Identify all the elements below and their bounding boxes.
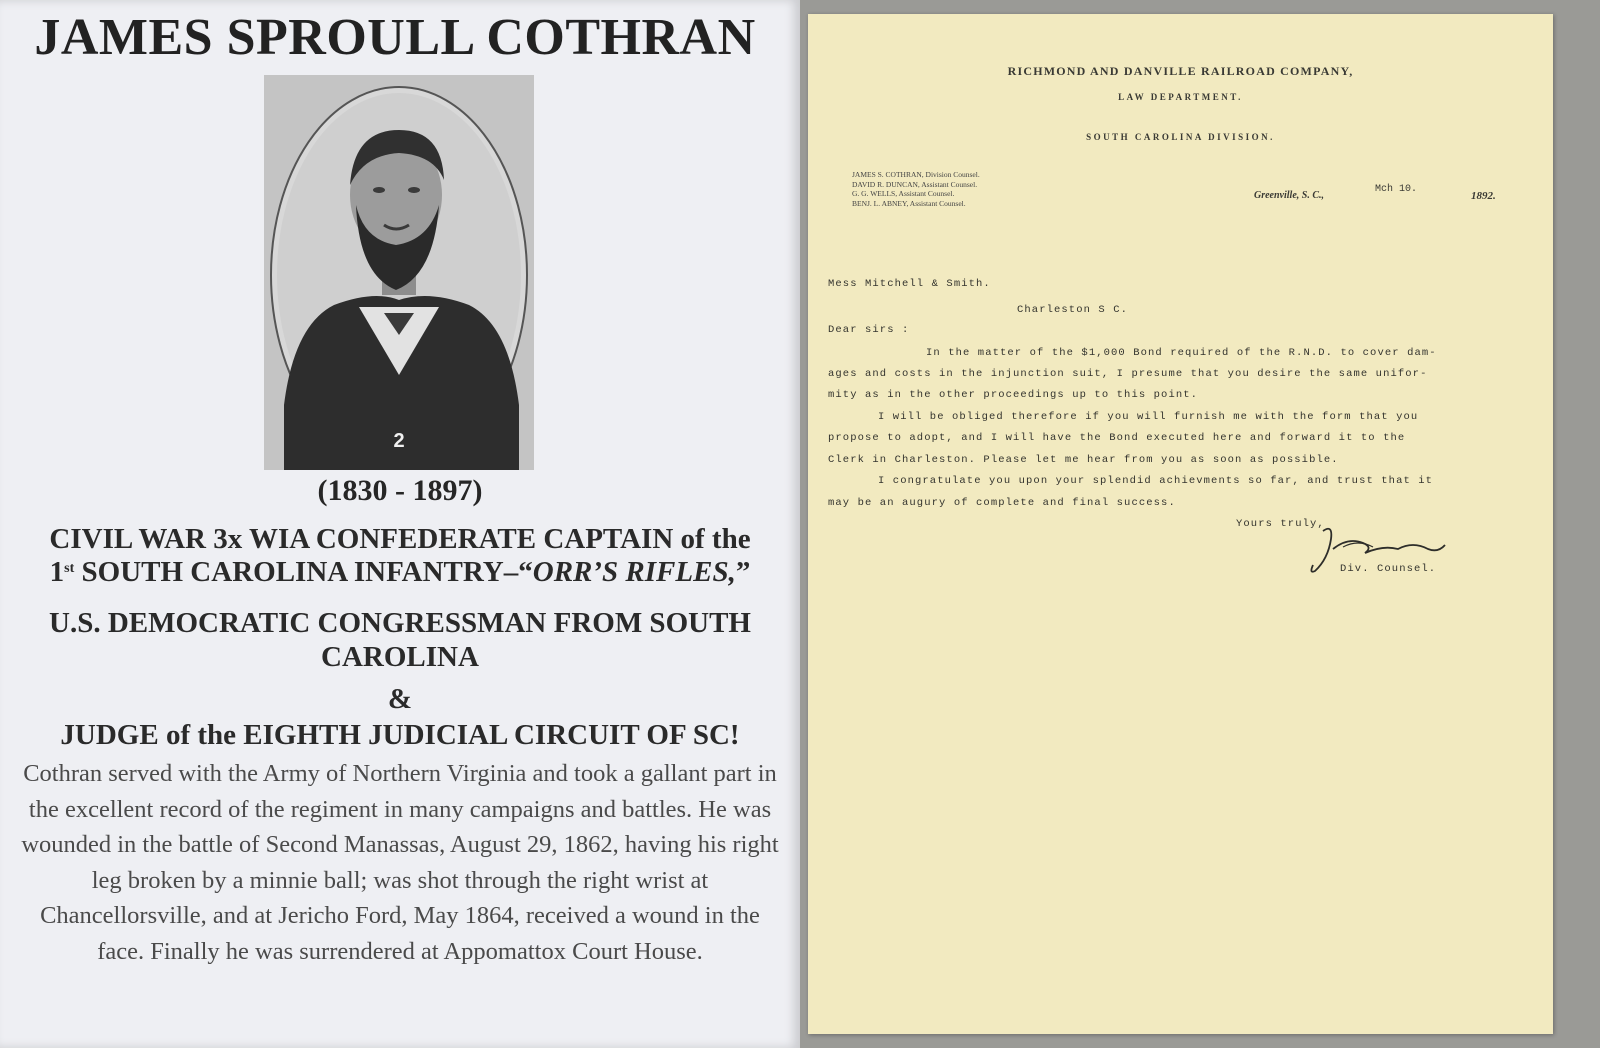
portrait-image [264, 75, 534, 470]
rank-ordinal: 1 [49, 556, 65, 588]
rank-ordinal-suffix: st [64, 561, 75, 576]
staff-entry: BENJ. L. ABNEY, Assistant Counsel. [852, 198, 966, 208]
rank-quote-end: ” [735, 556, 751, 588]
congress-heading: U.S. DEMOCRATIC CONGRESSMAN FROM SOUTH CAROLINA [49, 607, 751, 673]
letter-line: propose to adopt, and I will have the Bond executed here and forward it to the [828, 432, 1406, 444]
letter-line: In the matter of the $1,000 Bond required of the R.N.D. to cover dam- [926, 347, 1437, 359]
letterhead-staff-list [852, 170, 980, 208]
staff-entry: JAMES S. COTHRAN, Division Counsel. [852, 170, 980, 179]
letter-line: may be an augury of complete and final success. [828, 497, 1176, 509]
letter-line: Clerk in Charleston. Please let me hear from you as soon as possible. [828, 454, 1339, 466]
letter-line: I will be obliged therefore if you will furnish me with the form that you [878, 411, 1419, 423]
letter-salutation: Dear sirs : [828, 324, 910, 336]
rank-line-2 [0, 555, 800, 589]
letter-line: mity as in the other proceedings up to this point. [828, 389, 1199, 401]
life-years: (1830 - 1897) [317, 474, 483, 507]
letter-city: Charleston S C. [1017, 304, 1129, 316]
letter-line: ages and costs in the injunction suit, I presume that you desire the same unifor- [828, 368, 1428, 380]
page-title: JAMES SPROULL COTHRAN [34, 9, 756, 66]
rank-line-1: CIVIL WAR 3x WIA CONFEDERATE CAPTAIN of the [49, 523, 751, 555]
biography-text: Cothran served with the Army of Northern Virginia and took a gallant part in the excellent record of the regiment in many campaigns and battles. He was wounded in the battle of Second Manassas, August 29, 1862, having his right leg broken by a minnie ball; was shot through the right wrist at Chancellorsville, and at Jericho Ford, May 1864, received a wound in the face. Finally he was surrendered at Appomattox Court House. [21, 760, 779, 965]
staff-entry: DAVID R. DUNCAN, Assistant Counsel. [852, 179, 978, 189]
letter-addressee: Mess Mitchell & Smith. [828, 278, 991, 290]
letter-place: Greenville, S. C., [1254, 190, 1324, 201]
letter-document [808, 14, 1553, 1034]
portrait-number: 2 [393, 430, 405, 452]
staff-entry: G. G. WELLS, Assistant Counsel. [852, 189, 955, 198]
letterhead-company: RICHMOND AND DANVILLE RAILROAD COMPANY, [1007, 64, 1354, 78]
letter-date: Mch 10. [1375, 184, 1418, 195]
ampersand: & [387, 683, 413, 715]
letter-line: I congratulate you upon your splendid achievments so far, and trust that it [878, 475, 1434, 487]
letterhead-department: LAW DEPARTMENT. [1118, 92, 1243, 102]
judge-heading: JUDGE of the EIGHTH JUDICIAL CIRCUIT OF SC! [60, 719, 740, 751]
letter-year: 1892. [1471, 190, 1496, 202]
letter-closing: Yours truly, [1236, 518, 1325, 530]
rank-nickname: ORR’S RIFLES, [532, 556, 736, 588]
rank-unit: SOUTH CAROLINA INFANTRY–“ [74, 556, 533, 588]
letter-signer-title: Div. Counsel. [1340, 563, 1437, 575]
letterhead-division: SOUTH CAROLINA DIVISION. [1086, 132, 1275, 142]
